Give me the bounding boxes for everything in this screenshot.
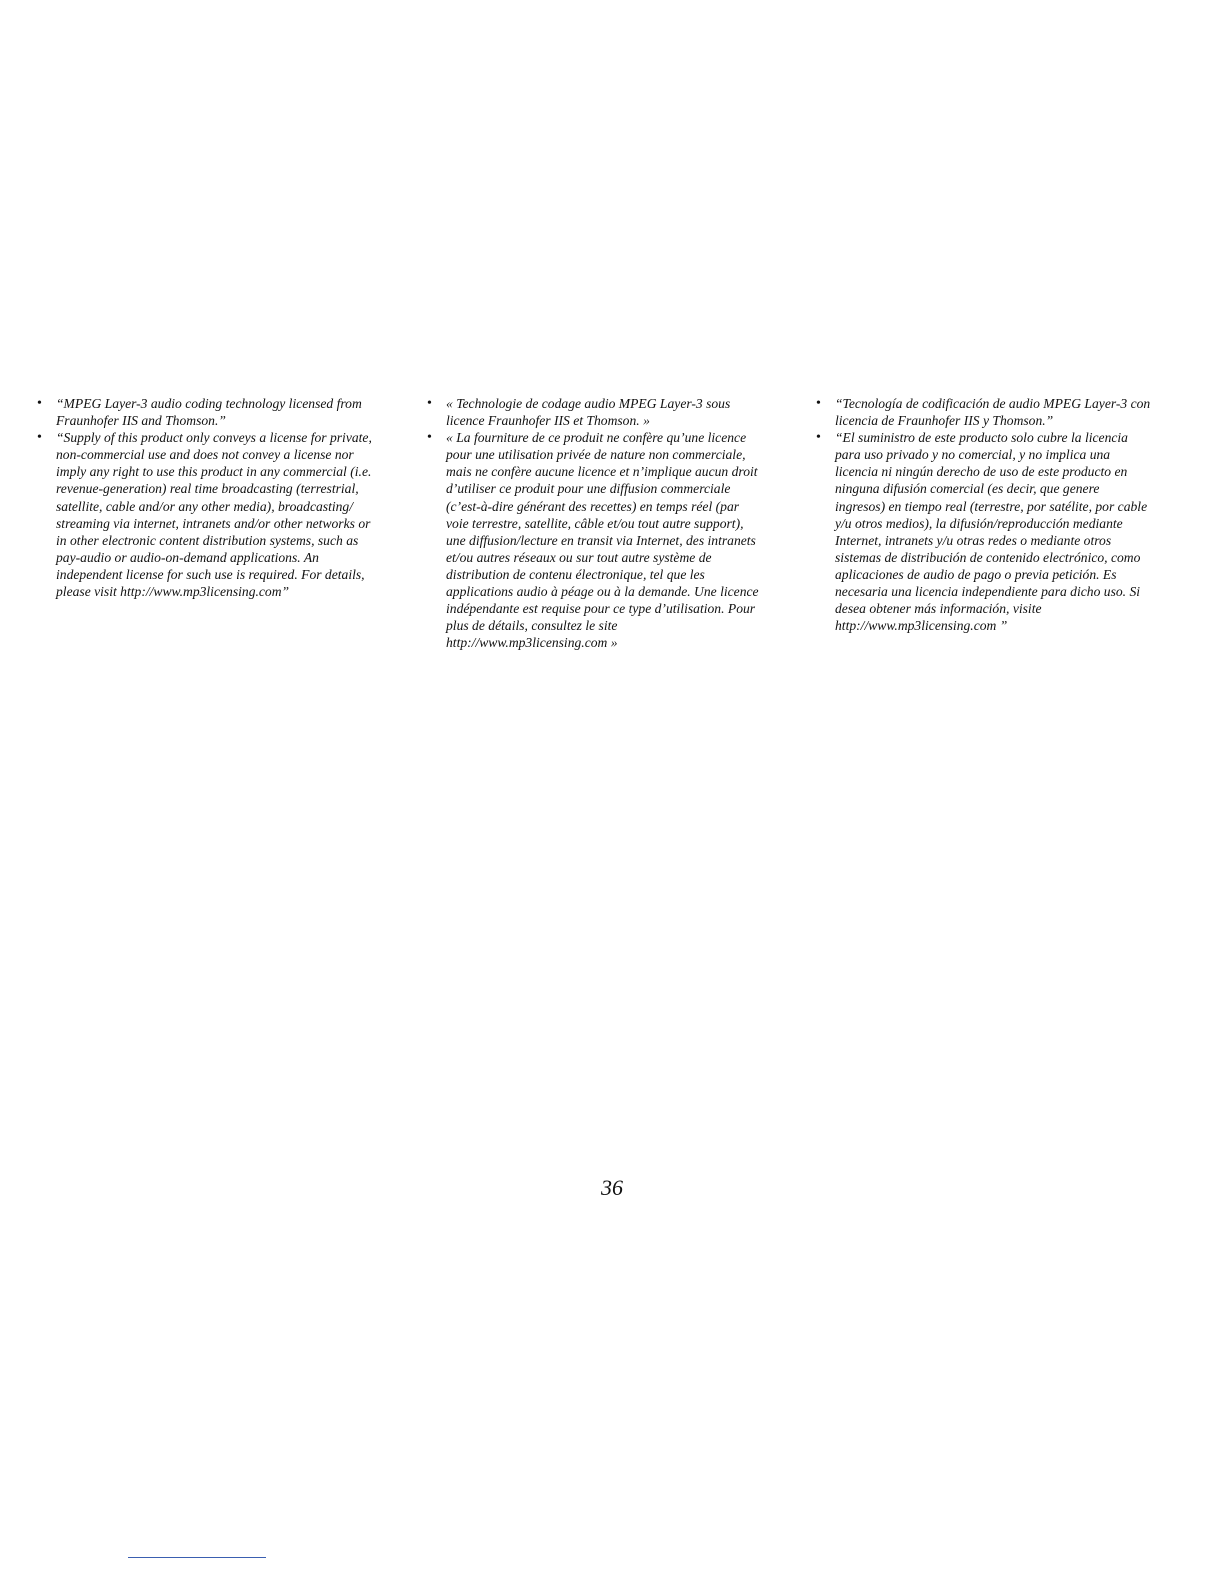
english-license-notice: • “MPEG Layer-3 audio coding technology licensed from Fraunhofer IIS and Thomson.” <box>56 395 401 429</box>
page-number: 36 <box>601 1175 623 1200</box>
french-license-notice: • « Technologie de codage audio MPEG Layer-3 sous licence Fraunhofer IIS et Thomson. » <box>446 395 791 429</box>
english-usage-notice: • “Supply of this product only conveys a license for private, non-commercial use and does not convey a license nor imply any right to use this product in any commercial (i.e. revenue-generation) real time broadcasting (terrestrial, satellite, cable and/or any other media), broadcasting/ streaming via internet, intranets and/or other networks or in other electronic content distribution systems, such as pay-audio or audio-on-demand applications. An independent license for such use is required. For details, please visit http://www.mp3licensing.com” <box>56 429 401 600</box>
spanish-license-notice: • “Tecnología de codificación de audio MPEG Layer-3 con licencia de Fraunhofer IIS y Thomson.” <box>835 395 1180 429</box>
french-usage-notice: • « La fourniture de ce produit ne confère qu’une licence pour une utilisation privée de nature non commerciale, mais ne confère aucune licence et n’implique aucun droit d’utiliser ce produit pour une diffusion commerciale (c’est-à-dire générant des recettes) en temps réel (par voie terrestre, satellite, câble et/ou tout autre support), une diffusion/lecture en transit via Internet, des intranets et/ou autres réseaux ou sur tout autre système de distribution de contenu électronique, tel que les applications audio à péage ou à la demande. Une licence indépendante est requise pour ce type d’utilisation. Pour plus de détails, consultez le site http://www.mp3licensing.com » <box>446 429 791 651</box>
spanish-usage-notice: • “El suministro de este producto solo cubre la licencia para uso privado y no comercial, y no implica una licencia ni ningún derecho de uso de este producto en ninguna difusión comercial (es decir, que genere ingresos) en tiempo real (terrestre, por satélite, por cable y/u otros medios), la difusión/reproducción mediante Internet, intranets y/u otras redes o mediante otros sistemas de distribución de contenido electrónico, como aplicaciones de audio de pago o previa petición. Es necesaria una licencia independiente para dicho uso. Si desea obtener más información, visite http://www.mp3licensing.com ” <box>835 429 1180 634</box>
spanish-notice-column <box>835 395 1180 634</box>
french-notice-column <box>446 395 791 651</box>
english-notice-column <box>56 395 401 600</box>
footer-rule <box>128 1557 266 1558</box>
